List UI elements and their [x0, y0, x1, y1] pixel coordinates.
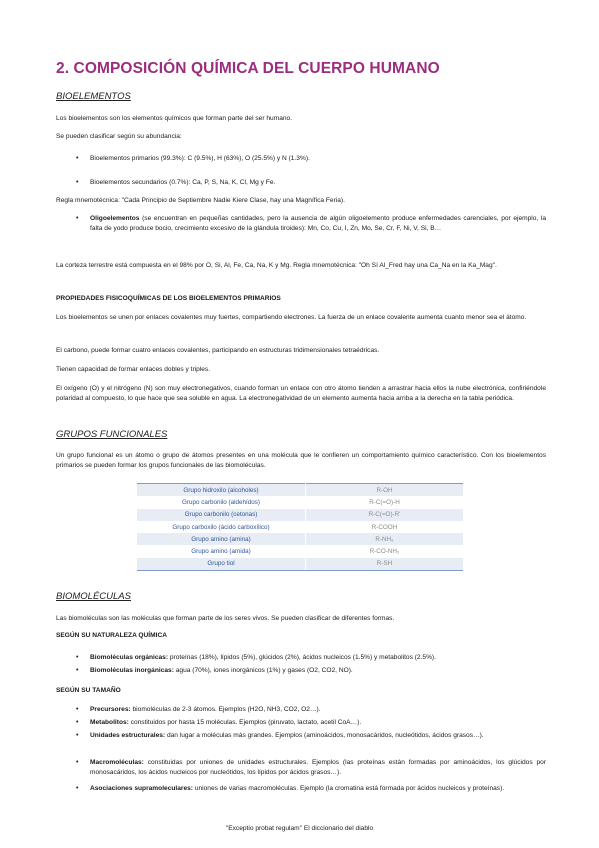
table-cell-group-name: Grupo carboxilo (ácido carboxílico)	[137, 521, 306, 533]
paragraph-propiedades-1: Los bioelementos se unen por enlaces covalentes muy fuertes, compartiendo electrones. La fuerza de un enlace covalente aumenta cuanto menor sea el átomo.	[56, 314, 527, 321]
table-row	[137, 533, 463, 545]
table-cell-group-name: Grupo carbonilo (cetonas)	[137, 509, 306, 521]
list-item-oligoelementos	[90, 214, 546, 235]
functional-groups-table	[137, 483, 463, 571]
section-heading-bioelementos: BIOELEMENTOS	[56, 91, 131, 102]
page-title: 2. COMPOSICIÓN QUÍMICA DEL CUERPO HUMANO	[56, 60, 440, 77]
table-row	[137, 509, 463, 521]
list-item-text: constituidos por hasta 15 moléculas. Ejemplos (piruvato, lactato, acetil CoA…).	[128, 719, 362, 726]
table-row	[137, 545, 463, 557]
table-cell-formula: R-SH	[306, 558, 464, 571]
subheading-tamano: SEGÚN SU TAMAÑO	[56, 687, 121, 694]
subheading-naturaleza: SEGÚN SU NATURALEZA QUÍMICA	[56, 632, 167, 639]
list-item-text: dan lugar a moléculas más grandes. Ejemplos (aminoácidos, monosacáridos, nucleótidos, ácidos grasos…).	[165, 732, 484, 739]
table-row	[137, 521, 463, 533]
list-item-label: Bioelementos secundarios (0.7%):	[90, 179, 191, 186]
paragraph-regla-mnemotecnica: Regla mnemotécnica: "Cada Principio de Septiembre Nadie Kiere Clase, hay una Magnífica Feria).	[56, 197, 345, 204]
table-cell-group-name: Grupo carbonilo (aldehídos)	[137, 496, 306, 508]
list-item-inorganicas	[90, 666, 546, 676]
list-item-label: Biomoléculas inorgánicas:	[90, 667, 174, 674]
list-item-text: (se encuentran en pequeñas cantidades, pero la ausencia de algún oligoelemento produce enfermedades carenciales, por ejemplo, la falta de yodo produce bocio, crecimiento excesivo de la glándula tiroides): Mn, Co, Cu, I, Zn, Mo, Se, Cr, F, Ni, V, Si, B…	[90, 215, 546, 233]
list-item-label: Biomoléculas orgánicas:	[90, 654, 169, 661]
list-item-text: constituidas por uniones de unidades estructurales. Ejemplos (las proteínas están formadas por aminoácidos, los glúcidos por monosacáridos, los ácidos nucleicos por nucleótidos, los lípidos por ácidos grasos…).	[90, 759, 546, 777]
table-cell-group-name: Grupo amino (amina)	[137, 533, 306, 545]
list-item-label: Bioelementos primarios (99.3%):	[90, 155, 186, 162]
section-heading-biomoleculas: BIOMOLÉCULAS	[56, 591, 131, 602]
list-item-supramoleculares	[90, 784, 546, 794]
table-cell-formula: R-C(=O)-R'	[306, 509, 464, 521]
list-item-macromoleculas	[90, 758, 546, 779]
list-item-organicas	[90, 653, 546, 663]
section-heading-grupos: GRUPOS FUNCIONALES	[56, 429, 168, 440]
table-cell-formula: R-CO-NH₂	[306, 545, 464, 557]
paragraph-grupos-intro: Un grupo funcional es un átomo o grupo de átomos presentes en una molécula que le confieren un comportamiento químico característico. Con los bioelementos primarios se pueden formar los grupos funcionales de las biomoléculas.	[56, 452, 546, 470]
table-cell-formula: R-C(=O)-H	[306, 496, 464, 508]
list-item-label: Precursores:	[90, 706, 131, 713]
list-item-text: proteínas (18%), lípidos (5%), glúcidos (2%), ácidos nucleicos (1.5%) y metabolitos (2.5%).	[168, 654, 436, 661]
list-item-secundarios	[90, 178, 546, 188]
paragraph-propiedades-3: Tienen capacidad de formar enlaces dobles y triples.	[56, 366, 211, 373]
paragraph-propiedades-2: El carbono, puede formar cuatro enlaces covalentes, participando en estructuras tridimensionales tetraédricas.	[56, 347, 380, 354]
paragraph-propiedades-4: El oxígeno (O) y el nitrógeno (N) son muy electronegativos, cuando forman un enlace con otro átomo tienden a arrastrar hacia ellos la nube electrónica, confiriéndole polaridad al compuesto, lo que hace que sea soluble en agua. La electronegatividad de un elemento aumenta hacia arriba a la derecha en la tabla periódica.	[56, 385, 546, 403]
list-item-label: Metabolitos:	[90, 719, 129, 726]
paragraph-bioelementos-intro: Los bioelementos son los elementos químicos que forman parte del ser humano.	[56, 115, 293, 122]
list-item-primarios	[90, 154, 546, 164]
subheading-propiedades: PROPIEDADES FISICOQUÍMICAS DE LOS BIOELEMENTOS PRIMARIOS	[56, 295, 281, 302]
table-cell-formula: R-OH	[306, 484, 464, 497]
table-cell-group-name: Grupo hidroxilo (alcoholes)	[137, 484, 306, 497]
list-item-text: biomoléculas de 2-3 átomos. Ejemplos (H2O, NH3, CO2, O2…).	[130, 706, 321, 713]
list-item-label: Unidades estructurales:	[90, 732, 166, 739]
list-item-metabolitos	[90, 718, 546, 728]
paragraph-corteza: La corteza terrestre está compuesta en el 98% por O, Si, Al, Fe, Ca, Na, K y Mg. Regla mnemotécnica: "Oh Sí Al_Fred hay una Ca_Na en la Ka_Mag".	[56, 262, 497, 269]
page-footer: "Exceptio probat regulam" El diccionario del diablo	[225, 825, 374, 832]
paragraph-biomoleculas-intro: Las biomoléculas son las moléculas que forman parte de los seres vivos. Se pueden clasificar de diferentes formas.	[56, 615, 395, 622]
table-cell-group-name: Grupo amino (amida)	[137, 545, 306, 557]
table-cell-formula: R-COOH	[306, 521, 464, 533]
table-row	[137, 484, 463, 497]
list-item-label: Oligoelementos	[90, 215, 140, 222]
table-cell-group-name: Grupo tiol	[137, 558, 306, 571]
list-item-text: Ca, P, S, Na, K, Cl, Mg y Fe.	[190, 179, 276, 186]
list-item-text: agua (70%), iones inorgánicos (1%) y gases (O2, CO2, NO).	[173, 667, 353, 674]
table-cell-formula: R-NH₂	[306, 533, 464, 545]
list-item-unidades	[90, 731, 546, 741]
paragraph-clasificacion: Se pueden clasificar según su abundancia:	[56, 133, 182, 140]
list-item-text: uniones de varias macromoléculas. Ejemplo (la cromatina está formada por ácidos nucleicos y proteínas).	[192, 785, 505, 792]
list-item-label: Asociaciones supramoleculares:	[90, 785, 193, 792]
list-item-precursores	[90, 705, 546, 715]
list-item-label: Macromoléculas:	[90, 759, 144, 766]
table-row	[137, 558, 463, 571]
table-row	[137, 496, 463, 508]
list-item-text: C (9.5%), H (63%), O (25.5%) y N (1.3%).	[185, 155, 310, 162]
